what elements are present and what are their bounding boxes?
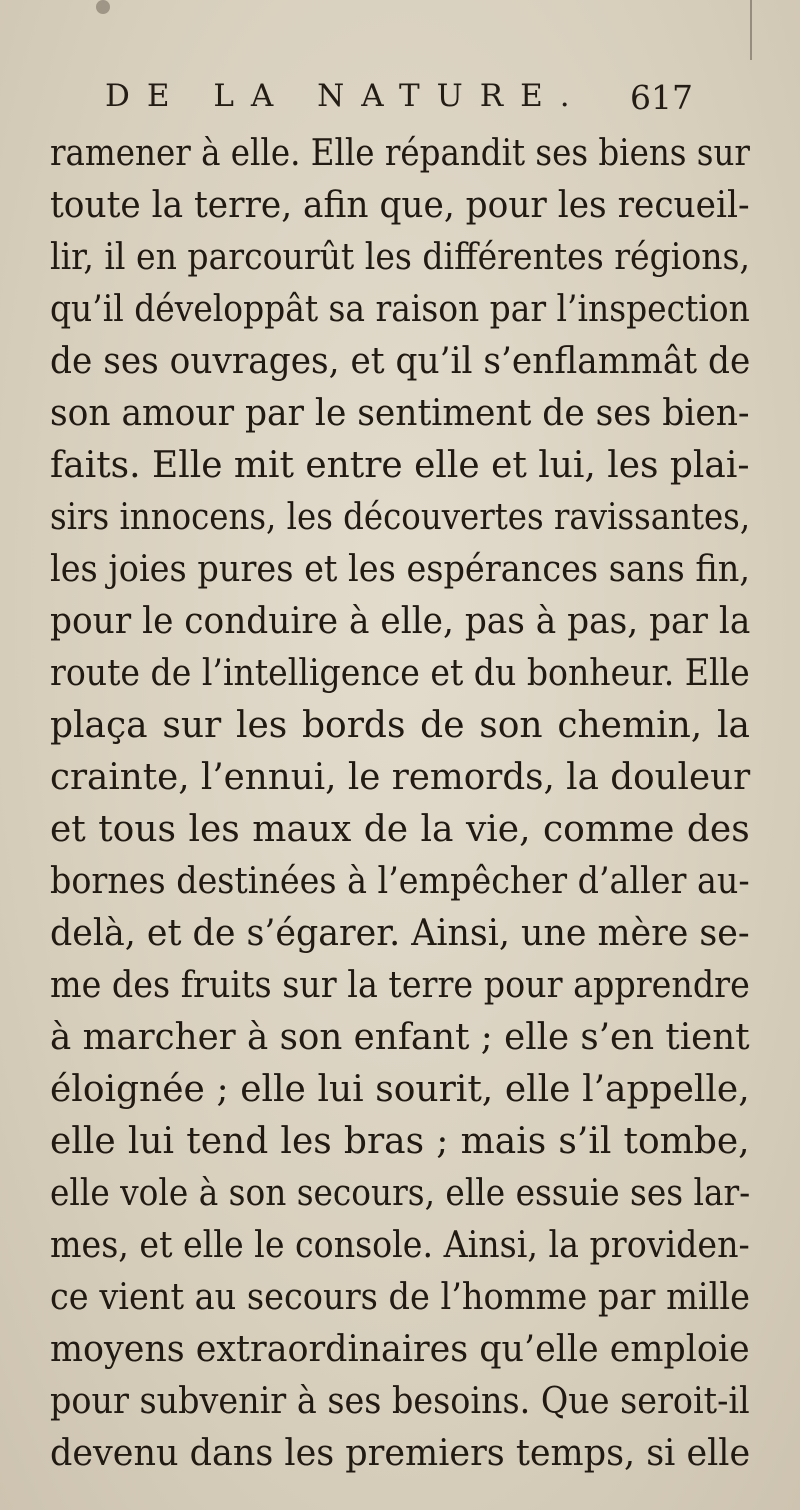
text-line: route de l’intelligence et du bonheur. Elle <box>50 653 750 694</box>
text-line: plaça sur les bords de son chemin, la <box>50 705 750 746</box>
page-number: 617 <box>630 78 693 117</box>
text-line: toute la terre, afin que, pour les recueil- <box>50 185 750 226</box>
text-line: qu’il développât sa raison par l’inspection <box>50 289 750 330</box>
text-line: mes, et elle le console. Ainsi, la providen- <box>50 1225 750 1266</box>
text-line: delà, et de s’égarer. Ainsi, une mère se- <box>50 913 750 954</box>
text-line: ramener à elle. Elle répandit ses biens sur <box>50 133 750 174</box>
text-line: à marcher à son enfant ; elle s’en tient <box>50 1017 750 1058</box>
text-line: devenu dans les premiers temps, si elle <box>50 1433 751 1474</box>
text-line: pour le conduire à elle, pas à pas, par la <box>50 601 751 642</box>
text-line: sirs innocens, les découvertes ravissantes, <box>50 497 751 538</box>
text-line: éloignée ; elle lui sourit, elle l’appelle, <box>50 1069 750 1110</box>
text-line: moyens extraordinaires qu’elle emploie <box>50 1329 750 1370</box>
ink-smudge <box>96 0 110 14</box>
text-line: elle lui tend les bras ; mais s’il tombe, <box>50 1121 750 1162</box>
text-line: lir, il en parcourût les différentes régions, <box>50 237 751 278</box>
text-line: faits. Elle mit entre elle et lui, les plai- <box>50 445 750 486</box>
text-line: les joies pures et les espérances sans fin, <box>50 549 750 590</box>
running-title: DE LA NATURE. <box>105 78 587 114</box>
text-line: crainte, l’ennui, le remords, la douleur <box>50 757 751 798</box>
page-edge-mark <box>750 0 752 60</box>
text-line: ce vient au secours de l’homme par mille <box>50 1277 750 1318</box>
text-line: son amour par le sentiment de ses bien- <box>50 393 750 434</box>
text-line: pour subvenir à ses besoins. Que seroit-il <box>50 1381 750 1422</box>
text-line: me des fruits sur la terre pour apprendre <box>50 965 750 1006</box>
text-line: et tous les maux de la vie, comme des <box>50 809 750 850</box>
text-line: de ses ouvrages, et qu’il s’enflammât de <box>50 341 751 382</box>
text-line: bornes destinées à l’empêcher d’aller au- <box>50 861 750 902</box>
running-head <box>0 78 800 118</box>
text-line: elle vole à son secours, elle essuie ses lar- <box>50 1173 751 1214</box>
